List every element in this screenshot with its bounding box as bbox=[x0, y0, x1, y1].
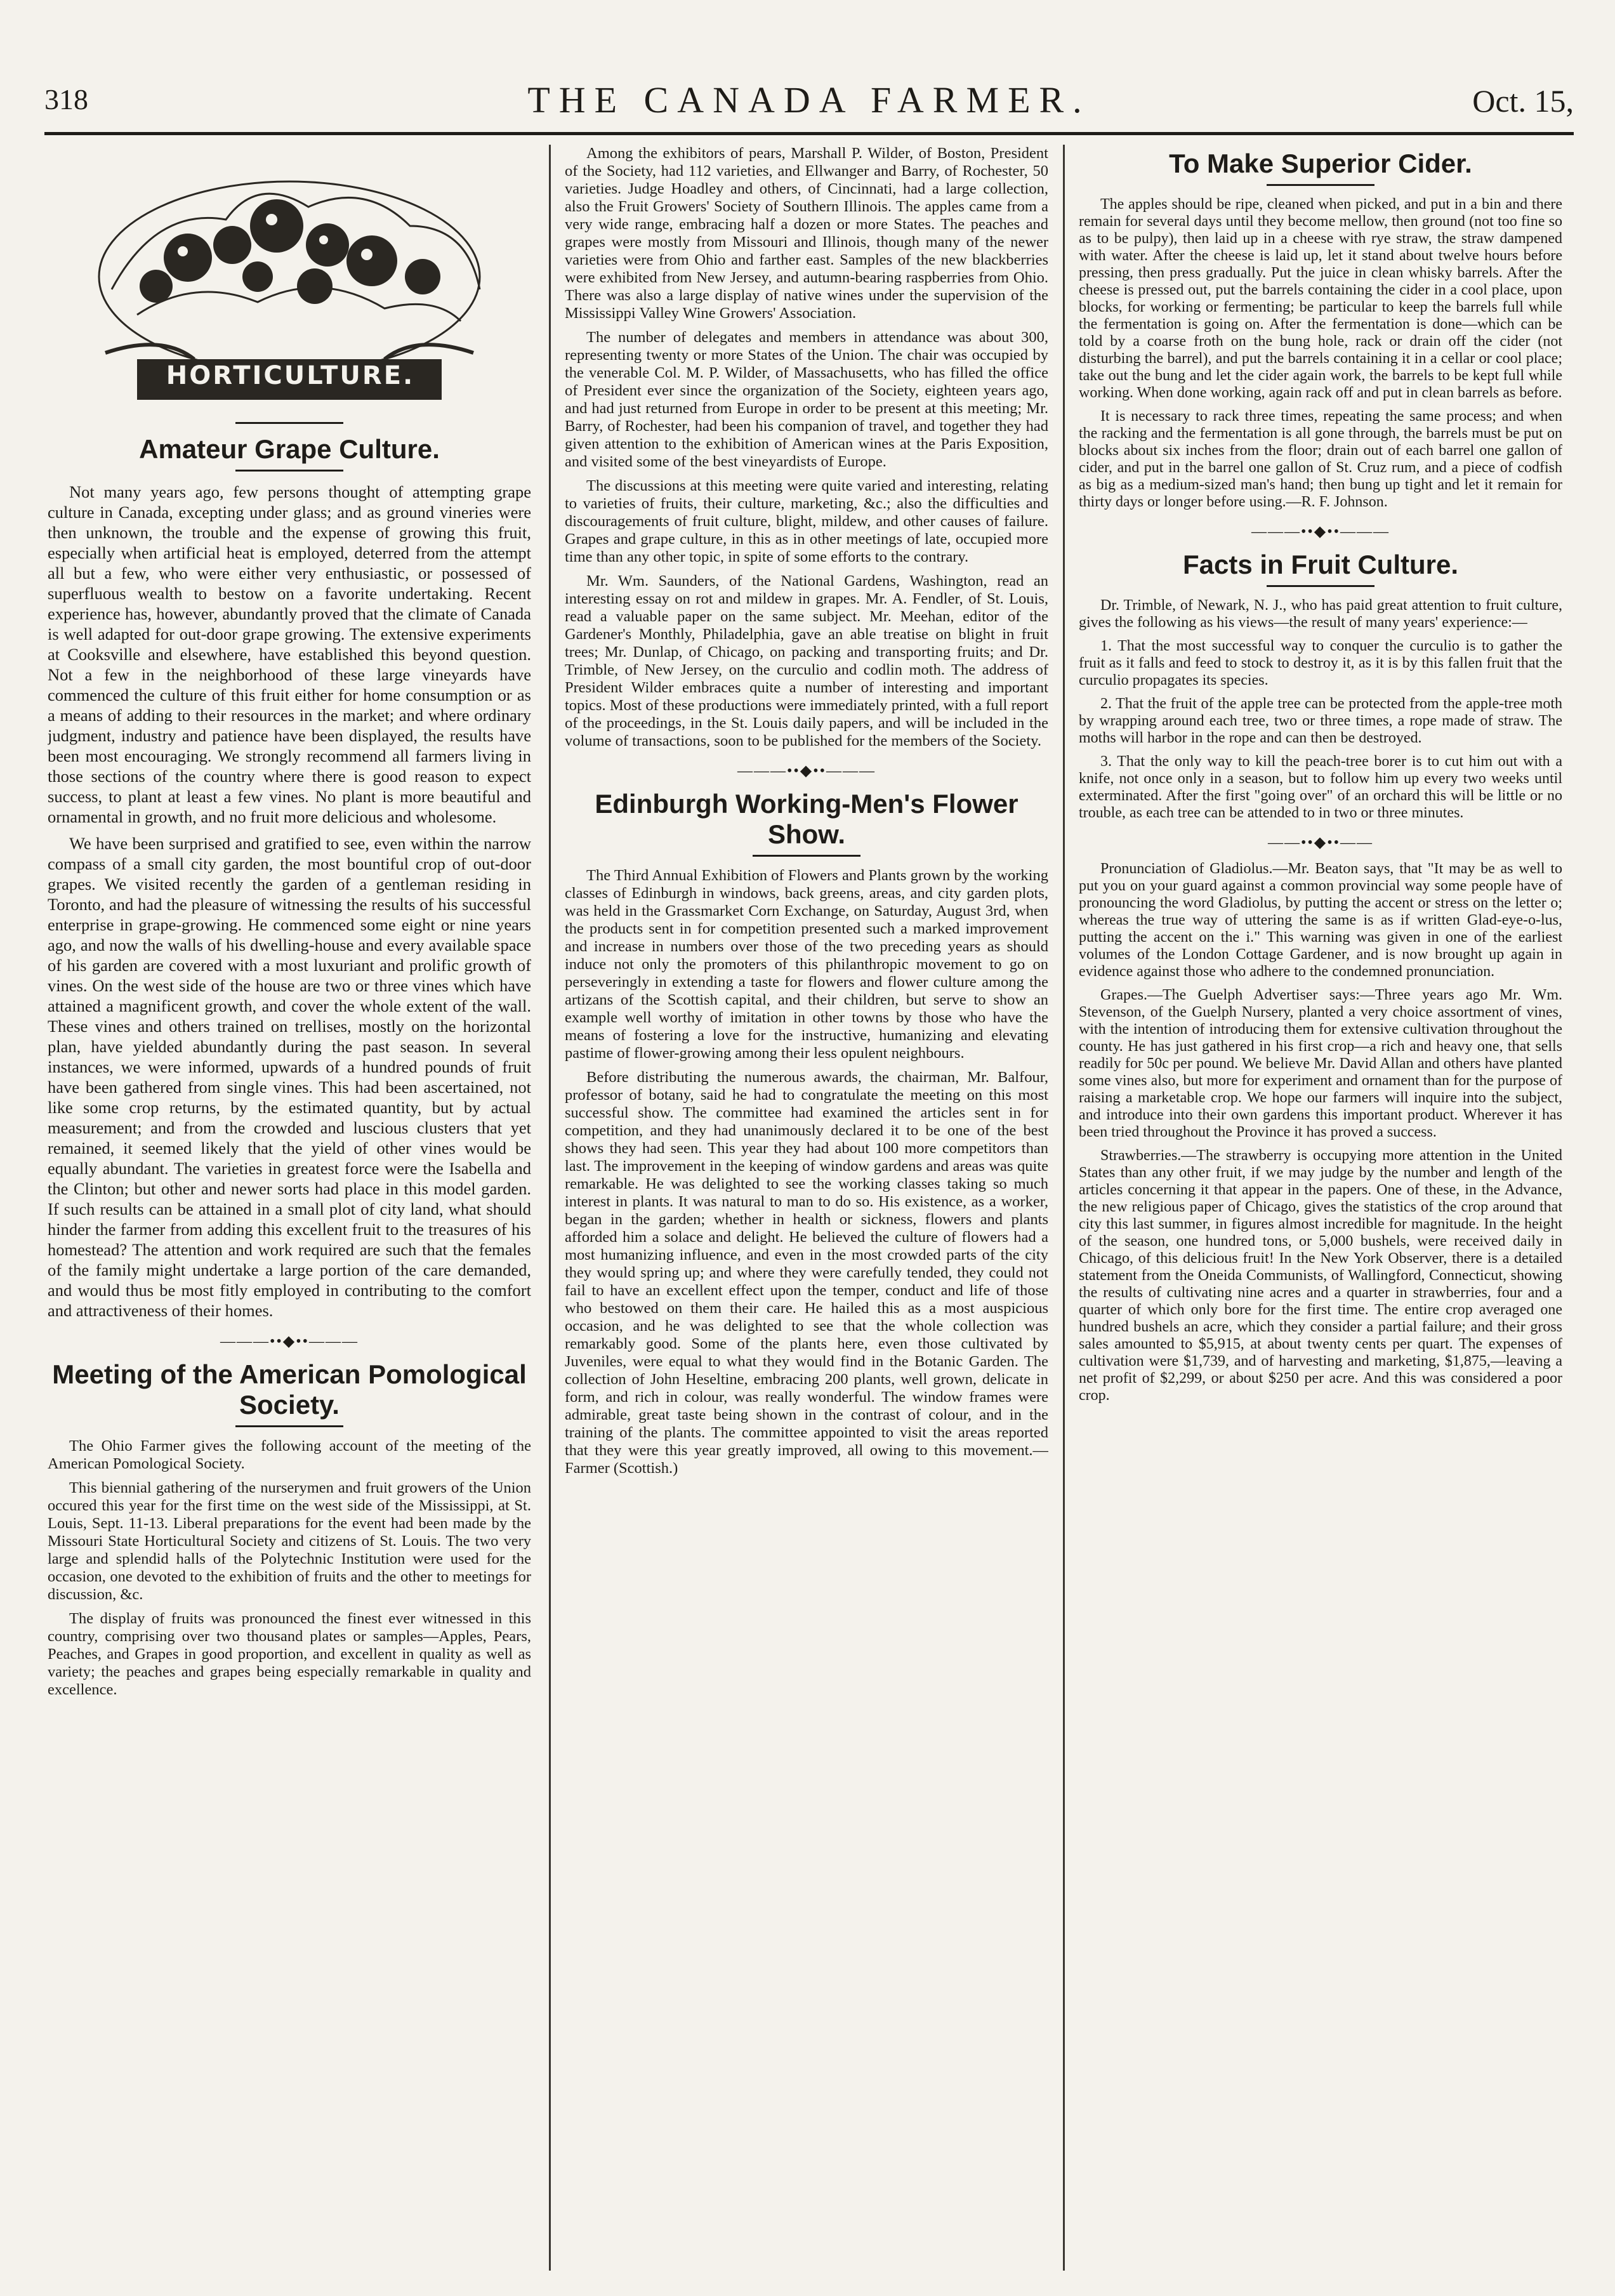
gladiolus-paragraph: Pronunciation of Gladiolus.—Mr. Beaton says, that "It may be as well to put you on your guard against a common provincial way some people have of pronouncing the word Gladiolus, by putting the accent or stress on the letter o; whereas the true way of uttering the same is as if written Glad-eye-o-lus, putting the accent on the i." This warning was given in one of the earliest volumes of the London Cottage Gardener, and is now brought up again in evidence against those who adhere to the condemned pronunciation. bbox=[1079, 861, 1562, 980]
article-paragraph: We have been surprised and gratified to see, even within the narrow compass of a small city garden, the most bountiful crop of out-door grapes. We visited recently the garden of a gentleman residing in Toronto, and had the pleasure of witnessing the results of his successful enterprise in grape-growing. He commenced some eight or nine years ago, and now the walls of his dwelling-house and every available space of his garden are covered with a most luxuriant and prolific growth of vines. On the west side of the house are two or three vines which have attained a magnificent growth, and cover the whole extent of the wall. These vines and others trained on trellises, mostly on the horizontal plan, have yielded abundantly during the past season. In several instances, we were informed, upwards of a hundred pounds of fruit have been gathered from single vines. This had been ascertained, not like some crop returns, by the estimated quantity, but by actual measurement; and from the crowded and luscious clusters that yet remained, it seemed likely that the yield of other vines would be equally abundant. The varieties in greatest force were the Isabella and the Clinton; but other and newer sorts had place in this model garden. If such results can be attained in a small plot of city land, what should hinder the farmer from adding this excellent fruit to the treasures of his homestead? The attention and work required are such that the females of the family might undertake a large portion of the care demanded, and would thus be most fitly employed in contributing to the comfort and attractiveness of their homes. bbox=[48, 834, 531, 1320]
article-title-cider: To Make Superior Cider. bbox=[1169, 148, 1472, 178]
column-separator bbox=[549, 145, 551, 2271]
article-paragraph: The apples should be ripe, cleaned when picked, and put in a bin and there remain for several days until they become mellow, then ground (not too fine so as to be pulpy), then laid up in a cheese with rye straw, the straw dampened with water. After the cheese is laid up, let it stand about twelve hours before pressing, then press gradually. Put the juice in clean whisky barrels. After the cheese is pressed out, put the barrels containing the cider in a cool place, upon blocks, for working or fermenting; be particular to keep the barrels full while the fermentation is going on. After the fermentation is done—which can be told by a coarse froth on the bung hole, rack or drain off the cider (not disturbing the barrel), and put the barrels containing it in a cellar or cool place; take out the bung and let the cider again work, the barrels to be kept full while working. When done working, again rack off and put in clean barrels as before. bbox=[1079, 196, 1562, 401]
article-paragraph: The display of fruits was pronounced the finest ever witnessed in this country, comprising over two thousand plates or samples—Apples, Pears, Peaches, and Grapes in good proportion, and excellent in quality as well as variety; the peaches and grapes being especially remarkable in quality and excellence. bbox=[48, 1610, 531, 1698]
strawberries-paragraph: Strawberries.—The strawberry is occupying more attention in the United States than any other fruit, if we may judge by the number and length of the articles concerning it that appear in the papers. One of these, in the Advance, the new religious paper of Chicago, gives the statistics of the crop around that city this last summer, in figures almost incredible for magnitude. In the height of the season, one hundred tons, or 5,000 bushels, were received daily in Chicago, of this delicious fruit! In the New York Observer, there is a detailed statement from the Oneida Communists, of Wallingford, Connecticut, showing the results of cultivating nine acres and a quarter in strawberries, four and a quarter of which only bore for the first time. The entire crop averaged one hundred bushels an acre, which they consider a partial failure; and their gross sales amounted to $5,915, at about twenty cents per quart. The expenses of cultivation were $1,739, and of harvesting and marketing, $1,875,—leaving a net profit of $2,299, or about $250 per acre. And this was considered a poor crop. bbox=[1079, 1147, 1562, 1404]
section-rule bbox=[235, 1425, 343, 1427]
article-paragraph: 3. That the only way to kill the peach-tree borer is to cut him out with a knife, not once only in a season, but to follow him up every two weeks until exterminated. After the first "going over" of an orchard this will be little or no trouble, as each tree can be attended to in two or three minutes. bbox=[1079, 753, 1562, 821]
ornamental-divider: ———••◆••——— bbox=[220, 1333, 359, 1350]
article-paragraph: The Third Annual Exhibition of Flowers and Plants grown by the working classes of Edinburgh in windows, back greens, areas, and city garden plots, was held in the Grassmarket Corn Exchange, on Saturday, August 3rd, when the products sent in for competition presented such a marked improvement and increase in numbers over those of the two preceding years as should induce not only the promoters of this philanthropic movement to go on perseveringly in extending a taste for flowers and flower culture among the artizans of the Scottish capital, and their children, but serve to show an example well worthy of imitation in other towns by those who have the means of fostering a love for the instructive, humanizing and elevating pastime of flower-growing among their less opulent neighbours. bbox=[565, 867, 1048, 1062]
column-3 bbox=[1079, 145, 1562, 2274]
article-paragraph: Before distributing the numerous awards, the chairman, Mr. Balfour, professor of botany, said he had to congratulate the meeting on this most successful show. The committee had examined the articles sent in for competition, and they had unanimously declared it to be one of the best shows they had seen. This year they had about 100 more competitors than last. The improvement in the keeping of window gardens and areas was quite remarkable. He was delighted to see the working classes taking so much interest in plants. It was natural to man to do so. His existence, as a worker, began in the garden; whether in health or sickness, flowers and plants afforded him a solace and delight. He believed the culture of flowers had a most humanizing influence, and even in the most crowded parts of the city they would spring up; and where they were carefully tended, they could not fail to have an excellent effect upon the temper, conduct and life of those who bestowed on them their care. He hailed this as a most auspicious occasion, and he was delighted to see that the whole collection was remarkably good. Some of the plants here, even those cultivated by Juveniles, were equal to what they would find in the Botanic Garden. The collection of John Heseltine, embracing 200 plants, well grown, delicate in form, and rich in colour, was really wonderful. The window frames were admirable, great taste being shown in the contrast of colour, and in the training of the plants. The committee appointed to visit the areas reported that they were this year greatly improved, all owing to this movement.—Farmer (Scottish.) bbox=[565, 1069, 1048, 1477]
section-rule bbox=[1267, 184, 1374, 186]
article-paragraph: 1. That the most successful way to conquer the curculio is to gather the fruit as it falls and feed to stock to destroy it, as it is by this fallen fruit that the curculio propagates its species. bbox=[1079, 638, 1562, 689]
column-2 bbox=[565, 145, 1048, 2274]
section-rule bbox=[753, 855, 860, 857]
masthead-title: THE CANADA FARMER. bbox=[527, 79, 1091, 121]
article-paragraph: The number of delegates and members in attendance was about 300, representing twenty or more States of the Union. The chair was occupied by the venerable Col. M. P. Wilder, of Massachusetts, who has filled the office of President ever since the organization of the Society, eighteen years ago, and had just returned from Europe in order to be present at this meeting; Mr. Barry, of Rochester, had been his companion of travel, and together they had given attention to the exhibition of American wines at the Paris Exposition, and visited some of the best vineyardists of Europe. bbox=[565, 329, 1048, 470]
issue-date: Oct. 15, bbox=[1472, 83, 1574, 119]
article-paragraph: Among the exhibitors of pears, Marshall P. Wilder, of Boston, President of the Society, had 112 varieties, and Ellwanger and Barry, of Rochester, 50 varieties. Judge Hoadley and others, of Cincinnati, had a large collection, also the Fruit Growers' Society of Southern Illinois. The apples came from a very wide range, embracing half a dozen or more States. The peaches and grapes were mostly from Missouri and Illinois, though many of the newer varieties were from Ohio and farther east. Samples of the new blackberries were exhibited from New Jersey, and autumn-bearing raspberries from Ohio. There was also a large display of native wines under the supervision of the Mississippi Valley Wine Growers' Association. bbox=[565, 145, 1048, 322]
column-separator bbox=[1063, 145, 1065, 2271]
column-1 bbox=[48, 145, 531, 2274]
article-paragraph: It is necessary to rack three times, repeating the same process; and when the racking and the fermentation is all gone through, the barrels must be put on blocks about six inches from the floor; drain out of each barrel one gallon of cider, and put in the barrel one gallon of St. Cruz rum, and a piece of codfish as big as a medium-sized man's hand; then bung up tight and let it remain for thirty days or longer before using.—R. F. Johnson. bbox=[1079, 408, 1562, 510]
page-number: 318 bbox=[44, 83, 88, 115]
article-title-pomological: Meeting of the American Pomological Society. bbox=[52, 1359, 527, 1420]
page-header bbox=[44, 76, 1574, 127]
article-title-grape-culture: Amateur Grape Culture. bbox=[139, 434, 440, 464]
header-rule bbox=[44, 132, 1574, 135]
section-rule bbox=[1267, 585, 1374, 587]
ornamental-divider: ——••◆••—— bbox=[1267, 835, 1374, 851]
article-paragraph: The discussions at this meeting were quite varied and interesting, relating to varieties of fruits, their culture, marketing, &c.; also the difficulties and discouragements of fruit culture, blight, mildew, and other causes of failure. Grapes and grape culture, in this as in other meetings of late, occupied more time than any other topic, in spite of some efforts to the contrary. bbox=[565, 477, 1048, 565]
grapes-paragraph: Grapes.—The Guelph Advertiser says:—Three years ago Mr. Wm. Stevenson, of the Guelph Nursery, planted a very choice assortment of vines, with the intention of introducing them for extensive cultivation throughout the county. He has just gathered in his first crop—a rich and heavy one, that sells readily for 50c per pound. We believe Mr. David Allan and others have planted some vines also, but more for experiment and ornament than for the purpose of raising a marketable crop. We hope our farmers will inquire into the subject, and introduce into their own gardens this important product. Wherever it has been tried throughout the Province it has proved a success. bbox=[1079, 987, 1562, 1140]
article-title-fruit-facts: Facts in Fruit Culture. bbox=[1182, 550, 1459, 579]
article-title-edinburgh: Edinburgh Working-Men's Flower Show. bbox=[595, 789, 1018, 849]
article-paragraph: Dr. Trimble, of Newark, N. J., who has paid great attention to fruit culture, gives the following as his views—the result of many years' experience:— bbox=[1079, 597, 1562, 631]
horticulture-ornament bbox=[67, 150, 512, 413]
section-rule bbox=[235, 422, 343, 424]
article-paragraph: Not many years ago, few persons thought of attempting grape culture in Canada, excepting under glass; and as ground vineries were then unknown, the trouble and the expense of growing this fruit, especially when artificial heat is employed, deterred from the attempt all but a few, who were either very enthusiastic, or possessed of superfluous wealth to bestow on a favorite undertaking. Recent experience has, however, abundantly proved that the climate of Canada is well adapted for out-door grape growing. The extensive experiments at Cooksville and elsewhere, have established this beyond question. Not a few in the neighborhood of these large vineyards have commenced the culture of this fruit either for home consumption or as a means of adding to their resources in the market; and where ordinary judgment, industry and patience have been displayed, the results have been most encouraging. We strongly recommend all farmers living in those sections of the country where there is good reason to expect success, to plant at least a few vines. No plant is more beautiful and ornamental in growth, and no fruit more delicious and wholesome. bbox=[48, 482, 531, 826]
ornamental-divider: ———••◆••——— bbox=[1251, 524, 1390, 540]
article-paragraph: 2. That the fruit of the apple tree can be protected from the apple-tree moth by wrapping around each tree, two or three times, a rope made of straw. The moths will harbor in the rope and can then be destroyed. bbox=[1079, 696, 1562, 746]
article-paragraph: The Ohio Farmer gives the following account of the meeting of the American Pomological Society. bbox=[48, 1437, 531, 1472]
article-paragraph: Mr. Wm. Saunders, of the National Gardens, Washington, read an interesting essay on rot and mildew in grapes. Mr. A. Fendler, of St. Louis, read a valuable paper on the same subject. Mr. Meehan, editor of the Gardener's Monthly, Philadelphia, gave an able treatise on blight in fruit trees; Mr. Dunlap, of Chicago, on packing and transporting fruits; and Dr. Trimble, of New Jersey, on the curculio and codlin moth. The address of President Wilder embraces quite a number of interesting and important topics. Most of these productions were immediately printed, with a full report of the proceedings, in the St. Louis daily papers, and will be included in the volume of transactions, soon to be published for the members of the Society. bbox=[565, 572, 1048, 749]
ornamental-divider: ———••◆••——— bbox=[737, 763, 876, 779]
horticulture-label: HORTICULTURE. bbox=[166, 361, 415, 390]
section-rule bbox=[235, 470, 343, 472]
article-paragraph: This biennial gathering of the nurserymen and fruit growers of the Union occured this year for the first time on the west side of the Mississippi, at St. Louis, Sept. 11-13. Liberal preparations for the event had been made by the Missouri State Horticultural Society and citizens of St. Louis. The two very large and splendid halls of the Polytechnic Institution were used for the occasion, one devoted to the exhibition of fruits and the other to meetings for discussion, &c. bbox=[48, 1479, 531, 1603]
